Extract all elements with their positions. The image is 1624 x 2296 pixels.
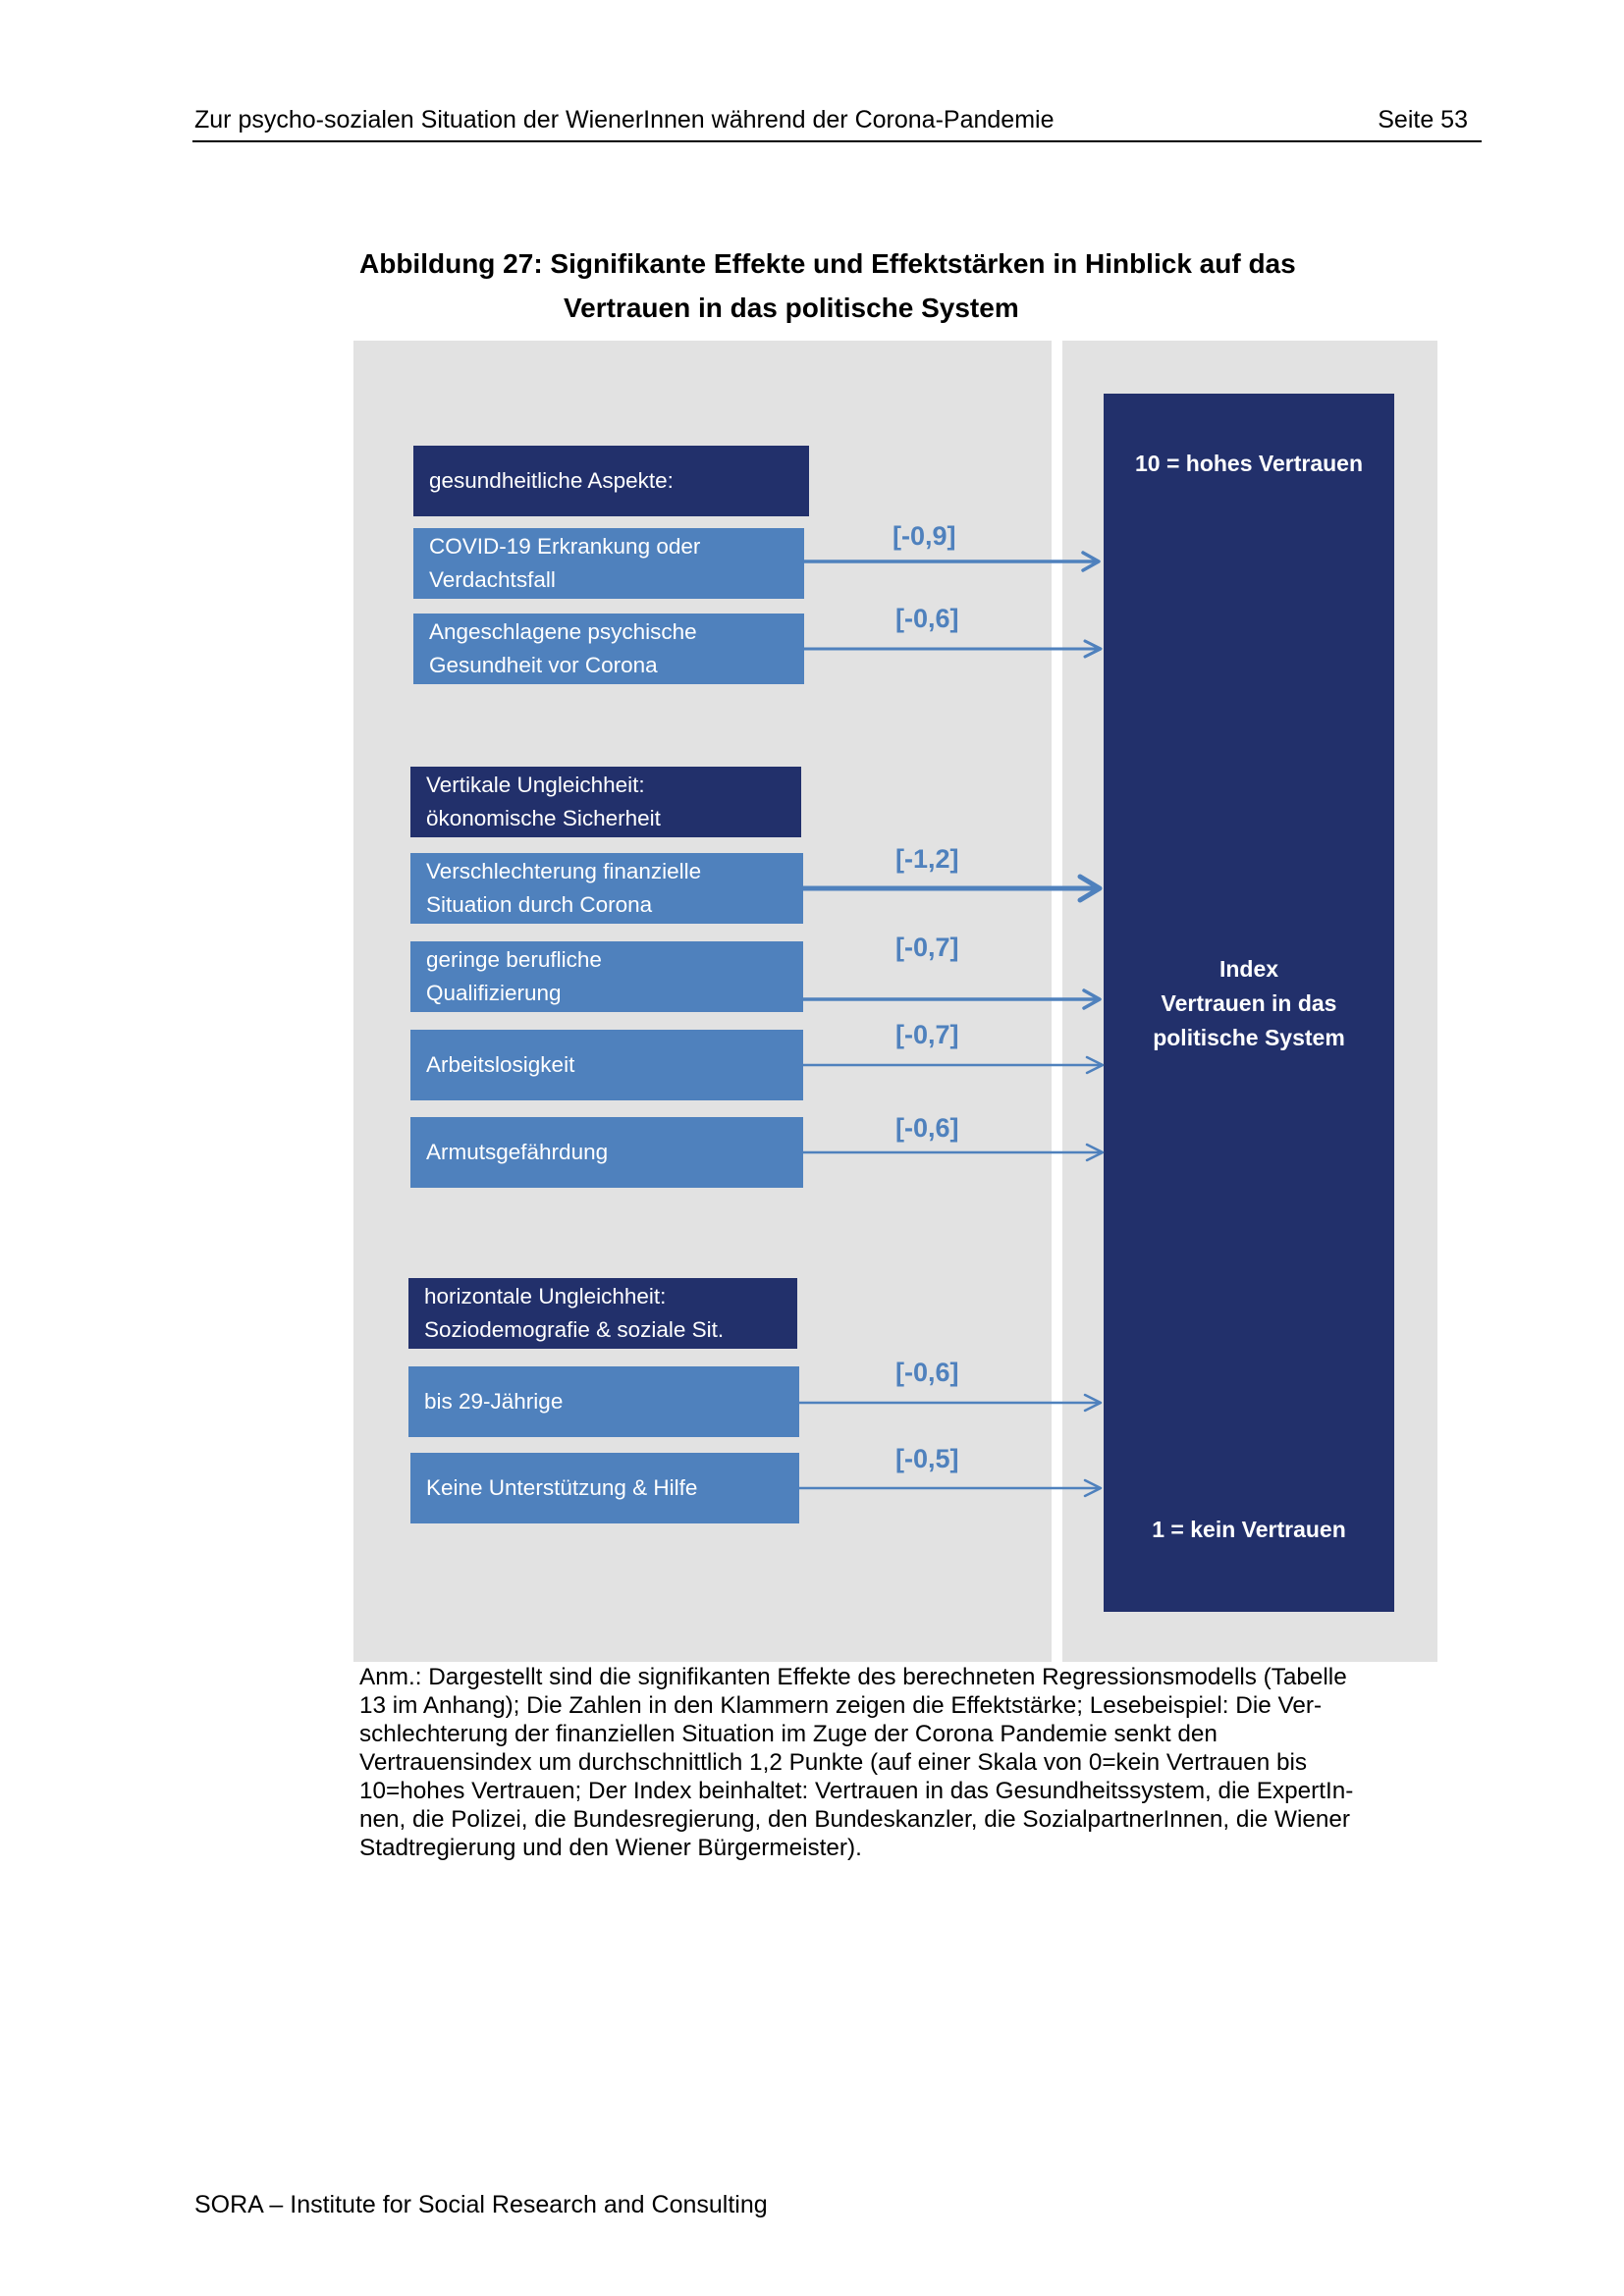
- note-line: Vertrauensindex um durchschnittlich 1,2 Punkte (auf einer Skala von 0=kein Vertrauen bis: [359, 1749, 1308, 1776]
- factor-label-line: Keine Unterstützung & Hilfe: [426, 1475, 698, 1500]
- factor-label-line: geringe berufliche: [426, 947, 602, 972]
- category-label-line: horizontale Ungleichheit:: [424, 1284, 667, 1308]
- factor-label-line: Qualifizierung: [426, 981, 562, 1005]
- index-label: [1104, 952, 1394, 1055]
- effect-size-label: [-0,6]: [895, 1358, 959, 1387]
- page-header: [192, 103, 1482, 142]
- effect-size-label: [-0,6]: [895, 1113, 959, 1143]
- factor-label-line: Armutsgefährdung: [426, 1140, 609, 1164]
- factor-label-line: bis 29-Jährige: [424, 1389, 564, 1414]
- factor-mental-health: [413, 614, 804, 684]
- note-line: schlechterung der finanziellen Situation im Zuge der Corona Pandemie senkt den: [359, 1721, 1218, 1747]
- note-line: 10=hohes Vertrauen; Der Index beinhaltet: Vertrauen in das Gesundheitssystem, die ExpertIn-: [359, 1778, 1354, 1804]
- factor-label-line: Verschlechterung finanzielle: [426, 859, 702, 883]
- effect-size-label: [-0,5]: [895, 1444, 959, 1473]
- category-label-line: ökonomische Sicherheit: [426, 806, 661, 830]
- caption-line-2: Vertrauen in das politische System: [564, 293, 1019, 323]
- factor-under-29: [408, 1366, 799, 1437]
- effect-size-label: [-0,9]: [893, 521, 956, 551]
- factor-covid-infection: [413, 528, 804, 599]
- caption-line-1: Abbildung 27: Signifikante Effekte und Effektstärken in Hinblick auf das: [359, 248, 1296, 279]
- note-line: Anm.: Dargestellt sind die signifikanten Effekte des berechneten Regressionsmodells (Tabelle: [359, 1664, 1347, 1690]
- factor-low-qualification: [410, 941, 803, 1012]
- category-label-line: Soziodemografie & soziale Sit.: [424, 1317, 725, 1342]
- factor-label-line: Angeschlagene psychische: [429, 619, 697, 644]
- note-line: nen, die Polizei, die Bundesregierung, den Bundeskanzler, die SozialpartnerInnen, die Wiener: [359, 1806, 1350, 1833]
- category-label-line: Vertikale Ungleichheit:: [426, 773, 645, 797]
- figure-caption: [359, 241, 1371, 330]
- factor-financial-situation: [410, 853, 803, 924]
- factor-label-line: Verdachtsfall: [429, 567, 556, 592]
- figure-note: [359, 1663, 1473, 1862]
- index-label-line: politische System: [1153, 1025, 1345, 1050]
- factor-no-support: [410, 1453, 799, 1523]
- effect-size-label: [-1,2]: [895, 844, 959, 874]
- header-title: Zur psycho-sozialen Situation der WienerInnen während der Corona-Pandemie: [194, 106, 1055, 133]
- scale-top-label: 10 = hohes Vertrauen: [1134, 451, 1364, 476]
- scale-bottom-label: 1 = kein Vertrauen: [1152, 1517, 1346, 1542]
- factor-poverty-risk: [410, 1117, 803, 1188]
- category-health: [413, 446, 809, 516]
- page-number: Seite 53: [1378, 106, 1468, 133]
- note-line: Stadtregierung und den Wiener Bürgermeister).: [359, 1835, 862, 1861]
- category-label-line: gesundheitliche Aspekte:: [429, 468, 674, 493]
- trust-index-box: [1104, 394, 1394, 1612]
- factor-unemployment: [410, 1030, 803, 1100]
- factor-label-line: COVID-19 Erkrankung oder: [429, 534, 701, 559]
- factor-label-line: Arbeitslosigkeit: [426, 1052, 575, 1077]
- page-footer: SORA – Institute for Social Research and Consulting: [194, 2191, 768, 2218]
- index-label-line: Index: [1218, 956, 1279, 982]
- category-horizontal-inequality: [408, 1278, 797, 1349]
- effect-size-label: [-0,7]: [895, 1020, 959, 1049]
- category-vertical-inequality: [410, 767, 801, 837]
- index-label-line: Vertrauen in das: [1161, 990, 1337, 1016]
- factor-label-line: Gesundheit vor Corona: [429, 653, 658, 677]
- factor-label-line: Situation durch Corona: [426, 892, 653, 917]
- note-line: 13 im Anhang); Die Zahlen in den Klammern zeigen die Effektstärke; Lesebeispiel: Die Ver-: [359, 1692, 1323, 1719]
- effect-size-label: [-0,6]: [895, 604, 959, 633]
- effect-size-label: [-0,7]: [895, 933, 959, 962]
